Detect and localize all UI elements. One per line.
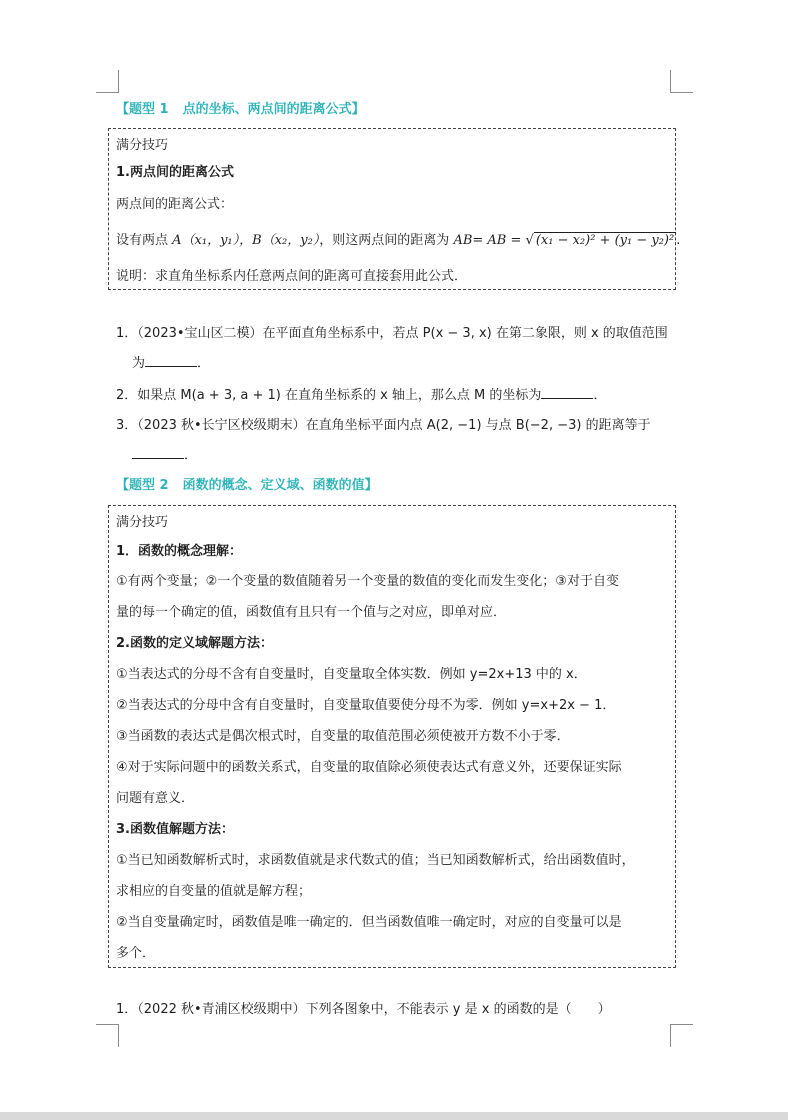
crop-mark-top-left <box>96 70 119 93</box>
answer-blank[interactable] <box>132 448 184 459</box>
section-1-title-text: 点的坐标、两点间的距离公式】 <box>182 102 365 117</box>
tips2-line-5: ①当表达式的分母不含有自变量时，自变量取全体实数．例如 y=2x+13 中的 x． <box>116 667 587 682</box>
tips2-line-3: 量的每一个确定的值，函数值有且只有一个值与之对应，即单对应． <box>116 605 507 620</box>
distance-formula-radicand: (x₁ − x₂)² + (y₁ − y₂)² <box>535 233 675 248</box>
tips2-line-1: 1．函数的概念理解： <box>116 544 243 559</box>
answer-blank[interactable] <box>541 388 593 399</box>
section-2-title <box>116 474 378 493</box>
tips2-line-0: 满分技巧 <box>116 515 169 530</box>
tips-line-2-prefix: 设有两点 <box>116 233 169 248</box>
tips-line-2-mid: ，则这两点间的距离为 <box>319 233 450 248</box>
tips-box-1 <box>108 128 681 290</box>
sqrt-symbol: √ (x₁ − x₂)² + (y₁ − y₂)² <box>525 233 675 248</box>
tips2-line-9: 问题有意义． <box>116 791 195 806</box>
question-2-1: 1．（2022 秋•青浦区校级期中）下列各图象中，不能表示 y 是 x 的函数的是（ ） <box>116 1002 611 1017</box>
tips2-line-2: ①有两个变量；②一个变量的数值随着另一个变量的数值的变化而发生变化；③对于自变 <box>116 574 619 589</box>
tips2-line-6: ②当表达式的分母中含有自变量时，自变量取值要使分母不为零．例如 y=x+2x − 1． <box>116 698 616 713</box>
tips2-line-14: 多个． <box>116 946 156 961</box>
tips-line-3: 说明：求直角坐标系内任意两点间的距离可直接套用此公式． <box>116 269 468 284</box>
question-1-3: 3．（2023 秋•长宁区校级期末）在直角坐标平面内点 A(2, −1) 与点 B(−2, −3) 的距离等于 <box>116 418 651 433</box>
section-2-title-prefix: 【题型 2 <box>116 478 169 493</box>
question-1-2: 2．如果点 M(a + 3, a + 1) 在直角坐标系的 x 轴上，那么点 M 的坐标为 ． <box>116 388 607 403</box>
tips2-line-12: 求相应的自变量的值就是解方程； <box>116 884 312 899</box>
tips2-line-7: ③当函数的表达式是偶次根式时，自变量的取值范围必须使被开方数不小于零． <box>116 729 570 744</box>
tips2-line-13: ②当自变量确定时，函数值是唯一确定的．但当函数值唯一确定时，对应的自变量可以是 <box>116 915 622 930</box>
tips-heading: 满分技巧 <box>116 138 169 153</box>
tips2-line-10: 3.函数值解题方法： <box>116 822 234 837</box>
crop-mark-bottom-left <box>96 1024 119 1047</box>
question-1-3-cont: ． <box>132 444 197 463</box>
tips-line-1: 两点间的距离公式： <box>116 197 234 212</box>
question-1-1-cont: 为 ． <box>132 356 211 371</box>
section-1-title-prefix: 【题型 1 <box>116 102 169 117</box>
tips2-line-8: ④对于实际问题中的函数关系式，自变量的取值除必须使表达式有意义外，还要保证实际 <box>116 760 622 775</box>
points-notation: A（x₁，y₁），B（x₂，y₂） <box>172 233 320 248</box>
tips2-line-4: 2.函数的定义域解题方法： <box>116 636 273 651</box>
tips-line-2: 设有两点 A（x₁，y₁），B（x₂，y₂），则这两点间的距离为 AB= AB = √ (x₁ − x₂)² + (y₁ − y₂)² . <box>116 233 681 248</box>
section-1-title <box>116 98 365 117</box>
question-1-2-text: 2．如果点 M(a + 3, a + 1) 在直角坐标系的 x 轴上，那么点 M 的坐标为 <box>116 388 542 403</box>
section-2-title-text: 函数的概念、定义域、函数的值】 <box>182 478 378 493</box>
question-1-1: 1．（2023•宝山区二模）在平面直角坐标系中，若点 P(x − 3, x) 在第二象限，则 x 的取值范围 <box>116 326 668 341</box>
crop-mark-top-right <box>670 70 693 93</box>
tips-subheading: 1.两点间的距离公式 <box>116 165 234 180</box>
page-bottom-bar <box>0 1112 788 1120</box>
answer-blank[interactable] <box>145 356 197 367</box>
question-1-1-cont-text: 为 <box>132 356 146 371</box>
crop-mark-bottom-right <box>670 1024 693 1047</box>
tips2-line-11: ①当已知函数解析式时，求函数值就是求代数式的值；当已知函数解析式，给出函数值时， <box>116 853 635 868</box>
distance-formula-lhs: AB= AB = <box>453 233 522 248</box>
tips-box-2 <box>108 505 676 968</box>
